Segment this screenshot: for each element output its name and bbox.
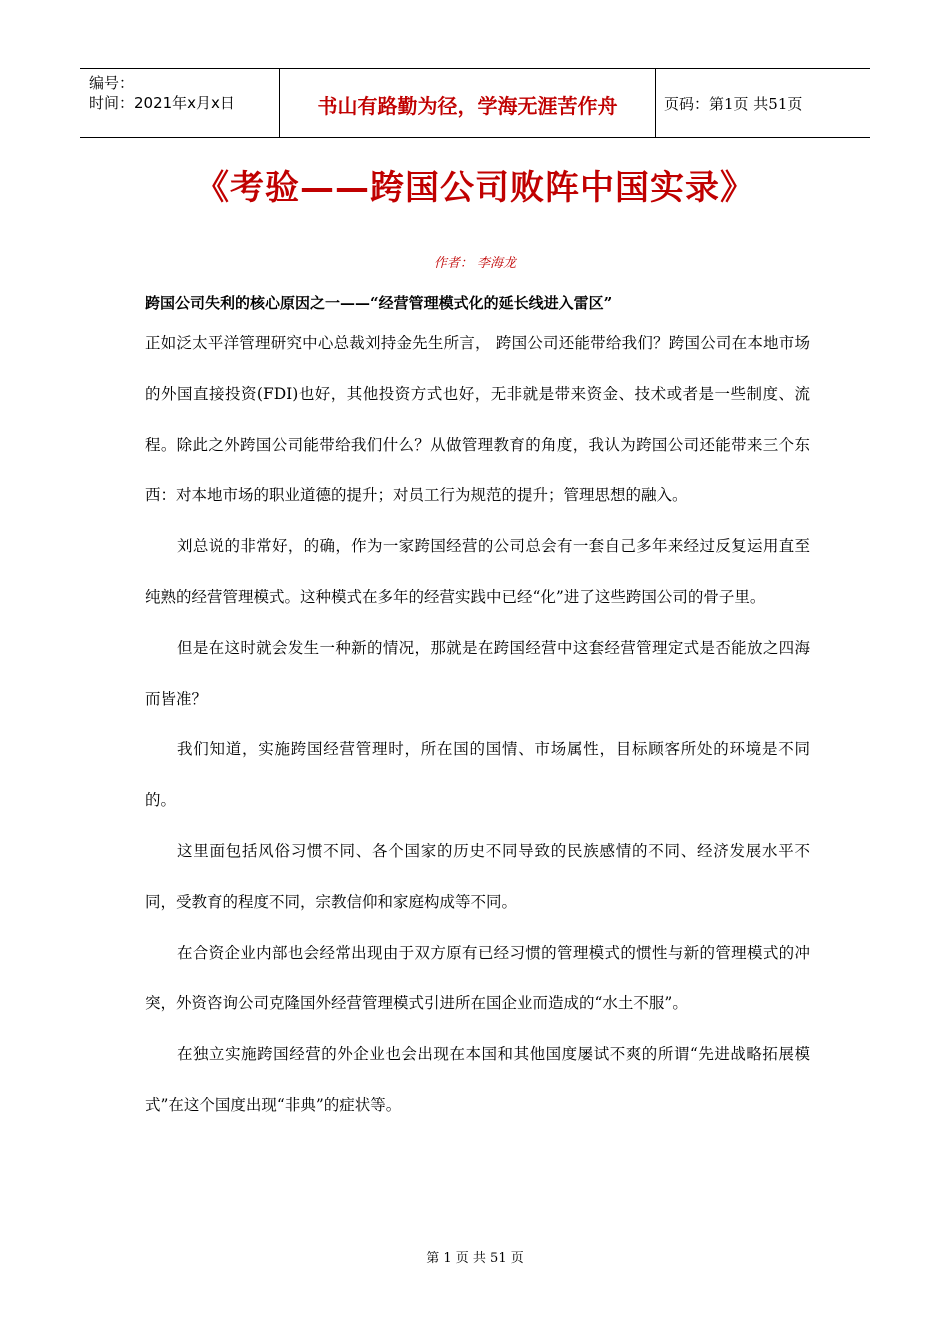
document-body bbox=[145, 318, 810, 1131]
paragraph: 这里面包括风俗习惯不同、各个国家的历史不同导致的民族感情的不同、经济发展水平不同，受教育的程度不同，宗教信仰和家庭构成等不同。 bbox=[145, 841, 810, 911]
document-author: 作者： 李海龙 bbox=[433, 256, 517, 271]
page-footer: 第 1 页 共 51 页 bbox=[426, 1251, 524, 1266]
header-meta-cell bbox=[80, 69, 280, 137]
document-time-label: 时间：2021年x月x日 bbox=[89, 94, 235, 112]
document-title: 《考验——跨国公司败阵中国实录》 bbox=[195, 168, 755, 208]
paragraph: 刘总说的非常好，的确，作为一家跨国经营的公司总会有一套自己多年来经过反复运用直至纯熟的经营管理模式。这种模式在多年的经营实践中已经“化”进了这些跨国公司的骨子里。 bbox=[145, 537, 810, 606]
document-number-label: 编号： bbox=[89, 74, 135, 92]
section-heading: 跨国公司失利的核心原因之一——“经营管理模式化的延长线进入雷区” bbox=[145, 294, 613, 312]
paragraph: 在合资企业内部也会经常出现由于双方原有已经习惯的管理模式的惯性与新的管理模式的冲突，外资咨询公司克隆国外经营管理模式引进所在国企业而造成的“水土不服”。 bbox=[145, 943, 810, 1013]
paragraph: 正如泛太平洋管理研究中心总裁刘持金先生所言， 跨国公司还能带给我们？跨国公司在本地市场的外国直接投资(FDI)也好，其他投资方式也好，无非就是带来资金、技术或者是一些制度、流程。除此之外跨国公司能带给我们什么？从做管理教育的角度，我认为跨国公司还能带来三个东西：对本地市场的职业道德的提升；对员工行为规范的提升；管理思想的融入。 bbox=[145, 334, 810, 505]
paragraph: 我们知道，实施跨国经营管理时，所在国的国情、市场属性，目标顾客所处的环境是不同的。 bbox=[145, 740, 810, 810]
header-table bbox=[80, 68, 870, 138]
paragraph: 但是在这时就会发生一种新的情况，那就是在跨国经营中这套经营管理定式是否能放之四海而皆准？ bbox=[145, 638, 810, 708]
paragraph: 在独立实施跨国经营的外企业也会出现在本国和其他国度屡试不爽的所谓“先进战略拓展模式”在这个国度出现“非典”的症状等。 bbox=[145, 1045, 810, 1114]
header-page-info: 页码：第1页 共51页 bbox=[664, 94, 803, 113]
header-motto: 书山有路勤为径，学海无涯苦作舟 bbox=[280, 69, 656, 137]
